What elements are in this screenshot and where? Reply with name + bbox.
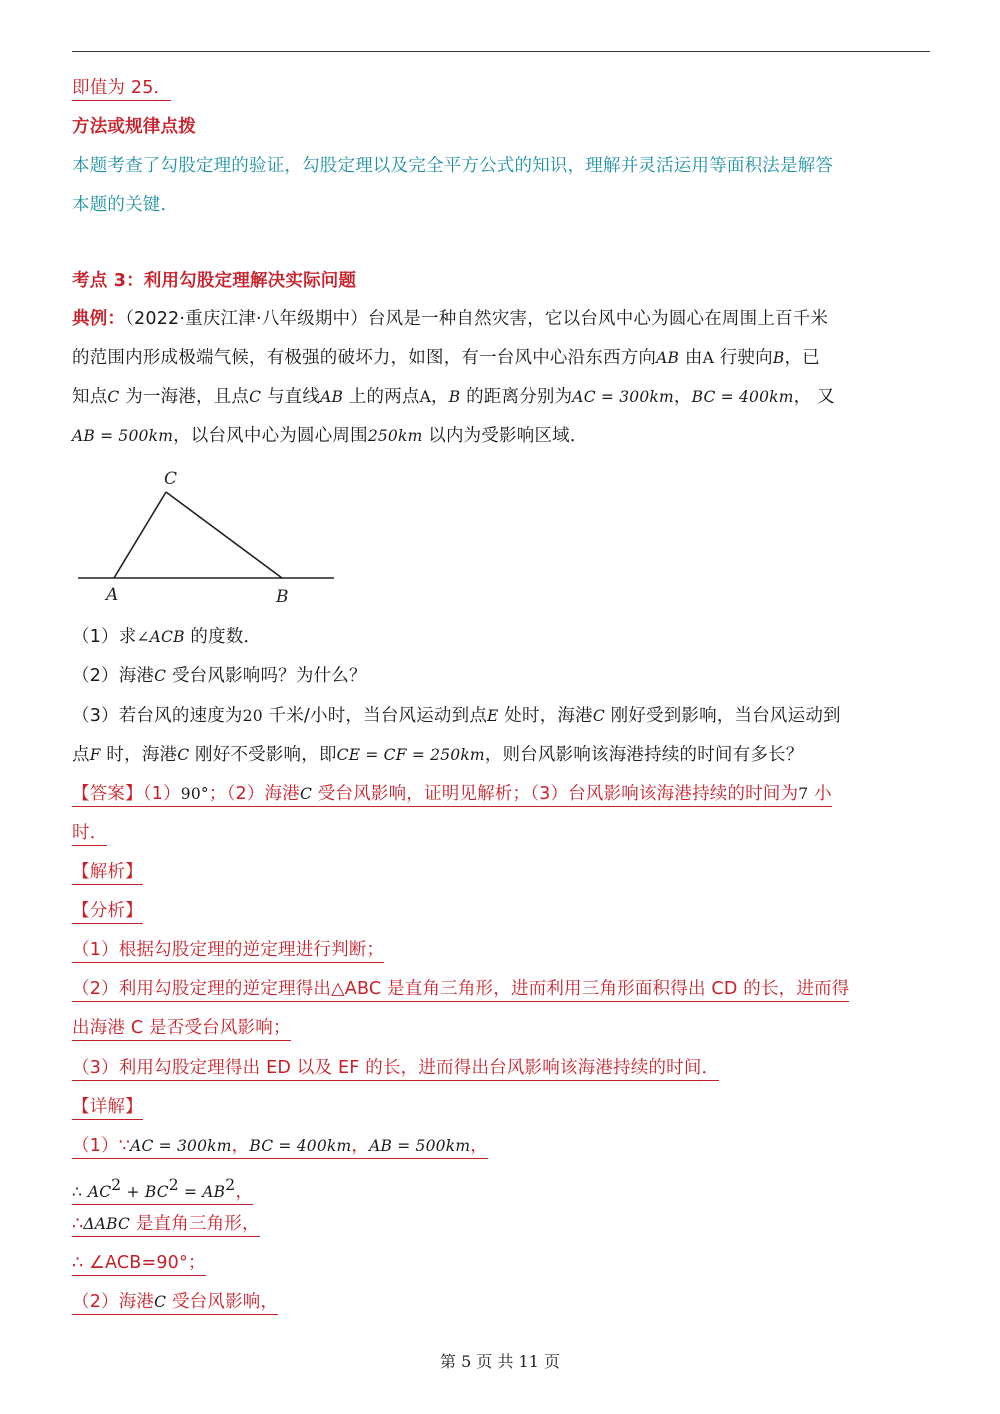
example-line-3: 知点C 为一海港，且点C 与直线AB 上的两点A，B 的距离分别为AC = 300km，BC = 400km， 又 [72, 387, 835, 407]
analysis-point-1: （1）根据勾股定理的逆定理进行判断； [72, 938, 384, 962]
segment-bc [166, 492, 282, 578]
answer-line-2: 时． [72, 821, 107, 845]
label-c: C [164, 469, 178, 489]
example-line-1: 典例：（2022·重庆江津·八年级期中）台风是一种自然灾害，它以台风中心为圆心在周围上百千米 [72, 309, 829, 329]
example-label: 典例： [72, 309, 126, 329]
header-rule [72, 51, 930, 52]
question-3-line-1: （3）若台风的速度为20 千米/小时，当台风运动到点E 处时，海港C 刚好受到影响，当台风运动到 [72, 706, 841, 726]
analysis-point-3: （3）利用勾股定理得出 ED 以及 EF 的长，进而得出台风影响该海港持续的时间． [72, 1056, 719, 1080]
example-line-2: 的范围内形成极端气候，有极强的破坏力，如图，有一台风中心沿东西方向AB 由A 行驶向B，已 [72, 348, 820, 368]
section-heading: 考点 3：利用勾股定理解决实际问题 [72, 271, 357, 291]
value-line: 即值为 25． [72, 76, 171, 100]
analysis-point-2-line-1: （2）利用勾股定理的逆定理得出△ABC 是直角三角形，进而利用三角形面积得出 CD 的长，进而得 [72, 977, 849, 1001]
example-line-4: AB = 500km，以台风中心为圆心周围250km 以内为受影响区域． [72, 426, 588, 446]
detail-line-5: （2）海港C 受台风影响， [72, 1290, 278, 1314]
detail-line-4: ∴ ∠ACB=90°； [72, 1251, 206, 1275]
question-2: （2）海港C 受台风影响吗？为什么？ [72, 666, 367, 686]
tip-heading: 方法或规律点拨 [72, 117, 196, 137]
page-footer: 第 5 页 共 11 页 [440, 1352, 560, 1371]
analysis-point-2-line-2: 出海港 C 是否受台风影响； [72, 1016, 291, 1040]
detail-heading: 【详解】 [72, 1095, 143, 1119]
label-a: A [106, 585, 119, 605]
segment-ac [114, 492, 166, 578]
question-3-line-2: 点F 时，海港C 刚好不受影响，即CE = CF = 250km，则台风影响该海港持续的时间有多长？ [72, 745, 804, 765]
detail-line-2: ∴ $AC^2 + BC^2 = AB^2$， [72, 1173, 253, 1204]
detail-line-3: ∴ΔABC 是直角三角形， [72, 1212, 260, 1236]
fenxi-heading: 【分析】 [72, 899, 143, 923]
tip-line-2: 本题的关键． [72, 195, 179, 215]
jiexi-heading: 【解析】 [72, 860, 143, 884]
answer-line-1: 【答案】（1）90°；（2）海港C 受台风影响，证明见解析；（3）台风影响该海港持续的时间为7 小 [72, 782, 832, 806]
detail-line-1: （1）∵AC = 300km，BC = 400km，AB = 500km， [72, 1134, 488, 1158]
label-b: B [276, 587, 289, 607]
tip-line-1: 本题考查了勾股定理的验证，勾股定理以及完全平方公式的知识，理解并灵活运用等面积法是解答 [72, 156, 834, 176]
question-1: （1）求∠ACB 的度数． [72, 627, 262, 647]
triangle-figure [72, 462, 342, 612]
